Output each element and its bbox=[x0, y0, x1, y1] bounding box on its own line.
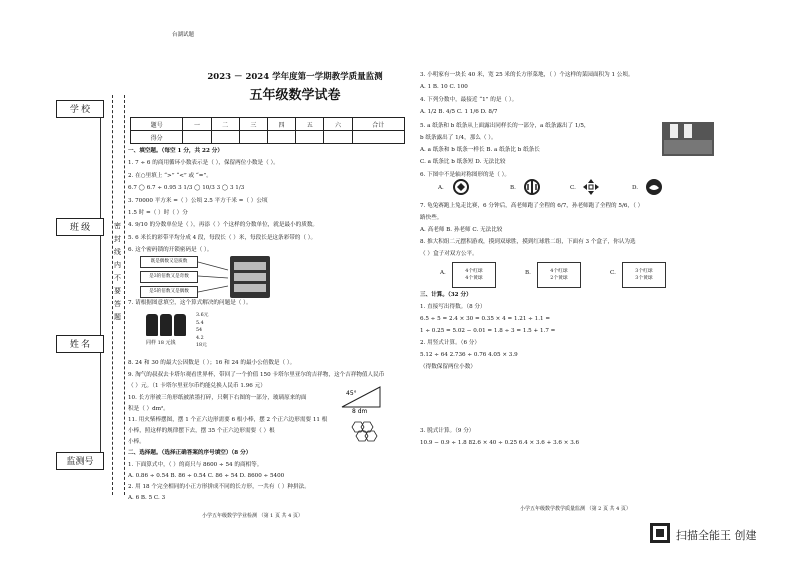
division-line: 3.6元 bbox=[196, 313, 209, 318]
paper-strips-photo bbox=[662, 122, 714, 156]
question-line: 1 ÷ 0.25 = 5.02 − 0.01 = 1.8 ÷ 3 = 1.5 + 1.7 = bbox=[420, 328, 556, 334]
question-line: A. 6 B. 5 C. 3 bbox=[128, 495, 166, 501]
table-cell: 得分 bbox=[131, 131, 183, 144]
sidebar-class-label: 班 级 bbox=[56, 218, 104, 236]
option-label: A. bbox=[438, 185, 444, 191]
box-b: 4个红球 2个黄球 bbox=[537, 262, 581, 288]
option-label: C. bbox=[610, 270, 616, 276]
table-cell: 四 bbox=[267, 118, 295, 131]
division-work bbox=[196, 312, 256, 352]
symbol-c-icon bbox=[582, 178, 600, 196]
question-line: A. 高老师 B. 孙老师 C. 无法比较 bbox=[420, 227, 503, 233]
question-line: 5.12 ÷ 64 2.736 ÷ 0.76 4.05 × 3.9 bbox=[420, 352, 518, 358]
watermark-text: 扫描全能王 创建 bbox=[676, 529, 757, 542]
question-line: 3. 70000 平方米 =（ ）公顷 2.5 平方千米 =（ ）公顷 bbox=[128, 198, 268, 204]
question-line: 11. 用火柴棒摆图，摆 1 个正六边形需要 6 根小棒，摆 2 个正六边形需要 11 根 bbox=[128, 417, 328, 423]
question-line: A. 1 B. 10 C. 100 bbox=[420, 84, 468, 90]
seal-line-text: 密 封 线 内 不 要 答 题 bbox=[114, 222, 121, 321]
option-label: A. bbox=[440, 270, 446, 276]
score-cell[interactable] bbox=[324, 131, 352, 144]
table-cell: 六 bbox=[324, 118, 352, 131]
question-line: A. a 纸条和 b 纸条一样长 B. a 纸条比 b 纸条长 bbox=[420, 147, 540, 153]
question-line: 1. 7 ÷ 6 的商用循环小数表示是（ ），保留两位小数是（ ）。 bbox=[128, 160, 279, 166]
left-page-footer: 小学五年级数学学业检测 （第 1 页 共 4 页） bbox=[202, 513, 303, 519]
question-line: 路快些。 bbox=[420, 215, 443, 221]
sidebar-connector bbox=[100, 118, 102, 218]
broken-glass-figure bbox=[340, 385, 382, 413]
lock-label: 是3的倍数又是奇数 bbox=[140, 271, 198, 283]
score-cell[interactable] bbox=[267, 131, 295, 144]
option-label: D. bbox=[632, 185, 639, 191]
sidebar-id-label: 监测号 bbox=[56, 452, 104, 470]
table-cell: 三 bbox=[239, 118, 267, 131]
question-line: 6.7 ◯ 6.7 ÷ 0.95 3 1/3 ◯ 10/3 3 ◯ 3 1/3 bbox=[128, 185, 245, 191]
question-line: A. 1/2 B. 4/5 C. 1 1/6 D. 8/7 bbox=[420, 109, 498, 115]
question-line: 3. 脱式计算。（9 分） bbox=[420, 428, 475, 434]
question-line: 10.9 − 0.9 ÷ 1.8 82.6 × 40 ÷ 0.25 6.4 × 3.6 + 3.6 × 3.6 bbox=[420, 440, 580, 446]
question-line: （ ）元。（1 卡塔尔里亚尔币约能兑换人民币 1.96 元） bbox=[128, 383, 266, 389]
question-line: 1. 下面算式中，（ ）的商只与 8600 ÷ 54 的商相等。 bbox=[128, 462, 263, 468]
option-label: C. bbox=[570, 185, 576, 191]
right-page-footer: 小学五年级数学教学质量监测 （第 2 页 共 4 页） bbox=[520, 506, 631, 512]
division-line: 4.2 bbox=[196, 335, 204, 341]
top-mark: 台湖试题 bbox=[172, 32, 195, 38]
question-line: 小棒。 bbox=[128, 439, 145, 445]
angle-label: 45° bbox=[346, 390, 357, 397]
question-line: 2. 用竖式计算。（6 分） bbox=[420, 340, 480, 346]
question-line: b 纸条露出了 1/4，那么（ ）。 bbox=[420, 135, 497, 141]
lock-label: 是5的倍数又是偶数 bbox=[140, 286, 198, 298]
section-1-heading: 一、填空题。（每空 1 分，共 22 分） bbox=[128, 148, 223, 154]
question-line: 4. 下列分数中，最接近 “1” 的是（ ）。 bbox=[420, 97, 518, 103]
exam-term-title: 2023 － 2024 学年度第一学期教学质量监测 bbox=[207, 72, 383, 82]
section-3-heading: 三、计算。（32 分） bbox=[420, 292, 472, 298]
bottle-icon bbox=[160, 314, 172, 336]
lock-label: 既是偶数又是质数 bbox=[140, 256, 198, 268]
question-line: （得数保留两位小数） bbox=[420, 364, 476, 370]
division-line: 18元 bbox=[196, 343, 207, 348]
table-cell: 合计 bbox=[352, 118, 404, 131]
question-line: 小棒，照这样的规律摆下去，摆 35 个正六边形需要（ ）根 bbox=[128, 428, 275, 434]
bottle-icon bbox=[174, 314, 186, 336]
question-line: 2. 用 18 个完全相同的小正方形拼成不同的长方形，一共有（ ）种拼法。 bbox=[128, 484, 310, 490]
sidebar-connector bbox=[100, 353, 102, 452]
question-line: 7. 龟兔赛跑上兔走比赛，6 分钟后，高老师跑了全程的 6/7，孙老师跑了全程的 5/6，（ ） bbox=[420, 203, 644, 209]
table-cell: 一 bbox=[183, 118, 211, 131]
seal-dashed-line bbox=[112, 95, 113, 495]
score-cell[interactable] bbox=[183, 131, 211, 144]
option-label: B. bbox=[525, 270, 531, 276]
box-c: 3个红球 3个黄球 bbox=[622, 262, 666, 288]
table-cell: 题号 bbox=[131, 118, 183, 131]
symbol-d-icon bbox=[645, 178, 663, 196]
box-a: 4个红球 4个黄球 bbox=[452, 262, 496, 288]
sidebar-connector bbox=[100, 236, 102, 335]
section-2-heading: 二、选择题。（选择正确答案的序号填空）（8 分） bbox=[128, 450, 252, 456]
table-cell: 二 bbox=[211, 118, 239, 131]
sidebar-name-label: 姓 名 bbox=[56, 335, 104, 353]
question-line: 6.5 ÷ 5 = 2.4 × 30 = 0.35 × 4 = 1.21 ÷ 1.1 = bbox=[420, 316, 551, 322]
question-line: 6. 这个密码锁的开锁密码是（ ）。 bbox=[128, 247, 213, 253]
camscanner-logo-icon bbox=[650, 523, 670, 543]
question-line: 5. a 纸条和 b 纸条从上面露出同样长的一部分，a 纸条露出了 1/5， bbox=[420, 123, 590, 129]
question-line: 10. 长方形被三角形纸被浓墨打碎，只剩下右图的一部分，玻璃原来的面 bbox=[128, 395, 307, 401]
score-cell[interactable] bbox=[239, 131, 267, 144]
table-cell: 五 bbox=[296, 118, 324, 131]
division-line: 5.4 bbox=[196, 320, 204, 326]
score-cell[interactable] bbox=[211, 131, 239, 144]
bottles-figure bbox=[146, 312, 296, 356]
score-cell[interactable] bbox=[296, 131, 324, 144]
question-line: 8. 推大积组二元摆积游戏，摸到双球胜，摸到红球胜二组，下面有 3 个盒子，你认为选 bbox=[420, 239, 636, 245]
sidebar-school-label: 学 校 bbox=[56, 100, 104, 118]
question-line: 1. 直接写出得数。（8 分） bbox=[420, 304, 486, 310]
question-line: 5. 6 米长的彩带平均分成 4 段，每段长（ ）米，每段长是这条彩带的（ ）。 bbox=[128, 235, 317, 241]
question-line: 6. 下图中不是轴对称图形的是（ ）。 bbox=[420, 172, 510, 178]
padlock-icon bbox=[230, 256, 270, 298]
fig7-caption: 同样 18 元钱 bbox=[146, 340, 176, 346]
option-label: B. bbox=[510, 185, 516, 191]
question-line: （ ）盒子对双方公平。 bbox=[420, 251, 478, 257]
question-line: 2. 在○里填上 “>” “<” 或 “=”。 bbox=[128, 173, 212, 179]
score-table-score-row bbox=[131, 131, 405, 144]
question-line: 9. 淘气的叔叔去卡塔尔观看世界杯，带回了一个价值 150 卡塔尔里亚尔的吉祥物，这个吉祥物值人民币 bbox=[128, 372, 385, 378]
question-line: A. 0.86 ÷ 0.54 B. 86 ÷ 0.54 C. 86 ÷ 54 D. 8600 ÷ 5400 bbox=[128, 473, 285, 479]
hexagon-figure bbox=[350, 418, 380, 446]
length-label: 8 dm bbox=[352, 408, 368, 413]
question-line: C. a 纸条比 b 纸条短 D. 无法比较 bbox=[420, 159, 506, 165]
question-line: 1.5 时 =（ ）时（ ）分 bbox=[128, 210, 188, 216]
symbol-a-icon bbox=[452, 178, 470, 196]
division-line: 54 bbox=[196, 328, 203, 333]
question-line: 8. 24 和 30 的最大公因数是（ ）；16 和 24 的最小公倍数是（ ）。 bbox=[128, 360, 296, 366]
question-line: 积是（ ）dm²。 bbox=[128, 406, 169, 412]
exam-title: 五年级数学试卷 bbox=[249, 88, 341, 103]
score-table bbox=[130, 117, 405, 144]
symbol-b-icon bbox=[523, 178, 541, 196]
question-line: 4. 9/10 的分数单位是（ ），再添（ ）个这样的分数单位，就是最小的质数。 bbox=[128, 222, 319, 228]
question-line: 7. 请根据图意填空，这个算式解决的问题是（ ）。 bbox=[128, 300, 252, 306]
lock-figure bbox=[140, 256, 280, 298]
score-cell[interactable] bbox=[352, 131, 404, 144]
bottle-icon bbox=[146, 314, 158, 336]
score-table-header-row bbox=[131, 118, 405, 131]
question-line: 3. 小明家有一块长 40 米，宽 25 米的长方形菜地，（ ）个这样的菜园面积为 1 公顷。 bbox=[420, 72, 634, 78]
seal-dashed-line-2 bbox=[124, 95, 125, 495]
